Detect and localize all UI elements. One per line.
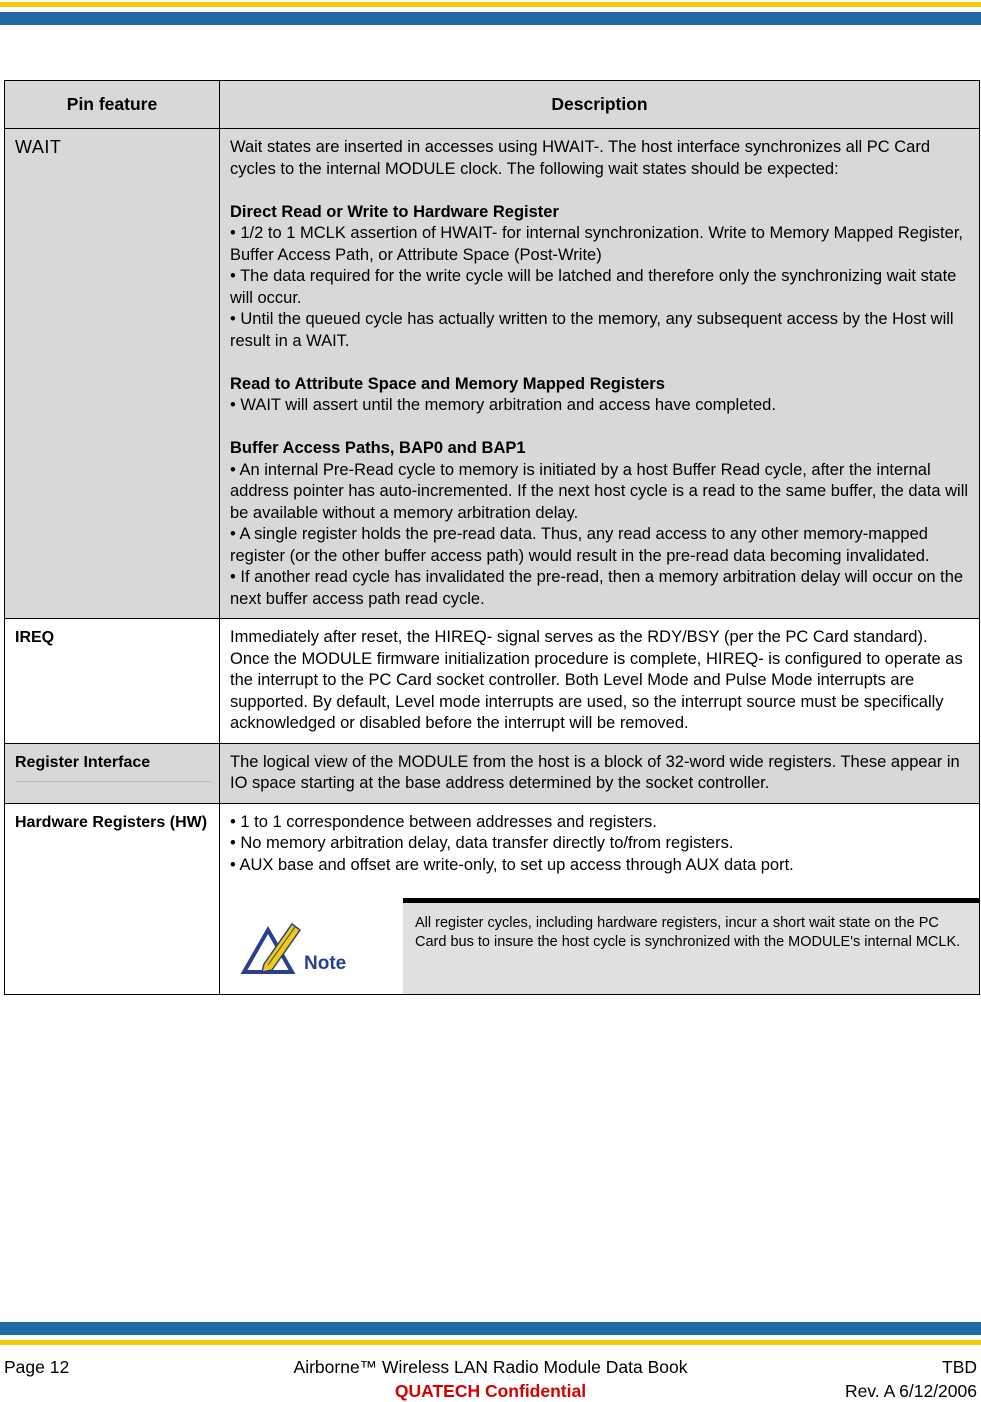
bullet-item: • Until the queued cycle has actually written to the memory, any subsequent access by the Host will result in a WAIT. <box>230 310 954 350</box>
header-stripe-yellow <box>0 2 981 7</box>
wait-intro: Wait states are inserted in accesses using HWAIT-. The host interface synchronizes all PC Card cycles to the internal MODULE clock. The following wait states should be expected: <box>230 138 931 178</box>
bullet-item: • AUX base and offset are write-only, to set up access through AUX data port. <box>230 855 794 874</box>
wait-description <box>220 129 980 619</box>
table-row-wait <box>5 129 980 619</box>
pin-feature-table <box>4 80 980 995</box>
bullet-item: • 1/2 to 1 MCLK assertion of HWAIT- for internal synchronization. Write to Memory Mapped Register, Buffer Access Path, or Attribute Space (Post-Write) <box>230 224 963 264</box>
bullet-item: • No memory arbitration delay, data transfer directly to/from registers. <box>230 834 734 852</box>
pin-name-ireq: IREQ <box>15 629 55 646</box>
bullet-item: • If another read cycle has invalidated the pre-read, then a memory arbitration delay will occur on the next buffer access path read cycle. <box>230 568 964 608</box>
table-header-row <box>5 81 980 129</box>
table-row-ireq <box>5 619 980 744</box>
table-row-hardware-registers <box>5 803 980 995</box>
header-stripe-blue <box>0 12 981 25</box>
section-title: Buffer Access Paths, BAP0 and BAP1 <box>230 439 526 457</box>
confidential-label: QUATECH Confidential <box>394 1381 587 1401</box>
ireq-description: Immediately after reset, the HIREQ- signal serves as the RDY/BSY (per the PC Card standard). Once the MODULE firmware initialization procedure is complete, HIREQ- is configured to operate as the interrupt to the PC Card socket controller. Both Level Mode and Pulse Mode interrupts are supported. By default, Level mode interrupts are used, so the interrupt source must be specifically acknowledged or disabled before the interrupt will be removed. <box>220 619 980 744</box>
footer-stripe-yellow <box>0 1340 981 1345</box>
document-title: Airborne™ Wireless LAN Radio Module Data Book <box>293 1357 688 1377</box>
table-row-register-interface <box>5 743 980 803</box>
note-label: Note <box>304 953 347 974</box>
hardware-registers-description <box>220 803 980 995</box>
column-header-pin-feature: Pin feature <box>5 81 220 129</box>
pin-name-register-interface: Register Interface <box>15 752 211 783</box>
bullet-item: • The data required for the write cycle will be latched and therefore only the synchronizing wait state will occur. <box>230 267 957 307</box>
footer-stripe-blue <box>0 1322 981 1335</box>
note-callout <box>220 898 979 994</box>
section-title: Direct Read or Write to Hardware Register <box>230 202 559 221</box>
note-text: All register cycles, including hardware registers, incur a short wait state on the PC Card bus to insure the host cycle is synchronized with the MODULE's internal MCLK. <box>403 898 979 994</box>
document-status: TBD <box>942 1357 977 1377</box>
bullet-item: • An internal Pre-Read cycle to memory is initiated by a host Buffer Read cycle, after the internal address pointer has auto-incremented. If the next host cycle is a read to the same buffer, the data will be available without a memory arbitration delay. <box>230 460 969 522</box>
section-title: Read to Attribute Space and Memory Mapped Registers <box>230 374 665 393</box>
bullet-item: • WAIT will assert until the memory arbitration and access have completed. <box>230 396 776 414</box>
pin-name-wait: WAIT <box>15 137 62 157</box>
note-pencil-icon <box>240 918 360 978</box>
column-header-description: Description <box>220 81 980 129</box>
bullet-item: • A single register holds the pre-read data. Thus, any read access to any other memory-mapped register (or the other buffer access path) would result in the pre-read data becoming invalidated. <box>230 525 930 565</box>
page-number: Page 12 <box>4 1357 70 1377</box>
bullet-item: • 1 to 1 correspondence between addresses and registers. <box>230 812 657 831</box>
register-interface-description: The logical view of the MODULE from the host is a block of 32-word wide registers. These appear in IO space starting at the base address determined by the socket controller. <box>220 743 980 803</box>
pin-name-hardware-registers: Hardware Registers (HW) <box>15 813 208 831</box>
revision: Rev. A 6/12/2006 <box>844 1381 977 1401</box>
